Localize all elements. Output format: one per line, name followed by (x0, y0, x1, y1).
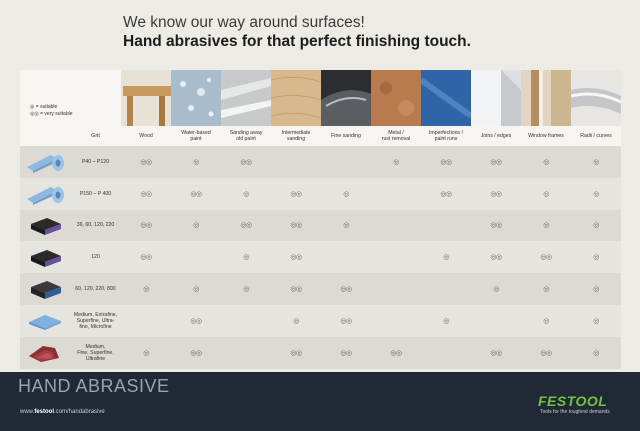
suitability-cell: ◎ (593, 349, 599, 357)
suitability-cell (421, 273, 471, 305)
column-header: Fine sanding (331, 133, 361, 139)
suitability-cell: ◎ (593, 222, 599, 230)
column-header: Metal / rust removal (381, 130, 411, 142)
column-header: Radii / curves (580, 133, 612, 139)
suitability-cell: ◎ (443, 317, 449, 325)
suitability-cell: ◎ (543, 190, 549, 198)
suitability-cell: ◎◎ (290, 254, 302, 262)
window-frame-photo (521, 70, 571, 126)
suitability-cell: ◎◎ (140, 222, 152, 230)
suitability-cell: ◎ (543, 222, 549, 230)
legend-suitable: ◎ = suitable (30, 104, 58, 110)
water-drops-photo (171, 70, 221, 126)
rust-metal-photo (371, 70, 421, 126)
suitability-cell: ◎ (243, 286, 249, 294)
column-header: Sanding away old paint (229, 130, 263, 142)
suitability-cell: ◎◎ (290, 286, 302, 294)
table-row (20, 178, 621, 210)
suitability-cell: ◎ (243, 254, 249, 262)
suitability-cell (321, 146, 371, 178)
legend (30, 104, 73, 118)
suitability-cell: ◎◎ (340, 349, 352, 357)
grit-value: Medium, Fine, Superfine, Ultrafine (77, 343, 114, 362)
suitability-cell (171, 241, 221, 273)
suitability-cell: ◎ (193, 286, 199, 294)
suitability-cell: ◎ (493, 286, 499, 294)
suitability-cell: ◎◎ (490, 190, 502, 198)
suitability-cell: ◎ (543, 317, 549, 325)
product-image (20, 305, 70, 337)
legend-very-suitable: ◎◎ = very suitable (30, 111, 73, 117)
table-row (20, 273, 621, 305)
suitability-cell: ◎ (343, 190, 349, 198)
suitability-cell: ◎◎ (340, 317, 352, 325)
column-header: Imperfections / paint runs (428, 130, 464, 142)
column-header: Intermediate sanding (281, 130, 311, 142)
product-image (20, 273, 70, 305)
suitability-cell: ◎ (593, 286, 599, 294)
table-row (20, 146, 621, 178)
suitability-cell: ◎◎ (440, 158, 452, 166)
suitability-cell: ◎ (543, 158, 549, 166)
suitability-cell: ◎ (343, 222, 349, 230)
suitability-cell: ◎ (593, 254, 599, 262)
grit-value: 60, 120, 220, 800 (75, 286, 116, 293)
suitability-cell: ◎◎ (240, 222, 252, 230)
footer-title: HAND ABRASIVE (18, 376, 170, 396)
suitability-table (20, 146, 621, 369)
product-image (20, 146, 70, 178)
suitability-cell (271, 146, 321, 178)
suitability-cell: ◎◎ (440, 190, 452, 198)
headline: We know our way around surfaces! (123, 14, 365, 31)
suitability-cell: ◎◎ (290, 349, 302, 357)
suitability-cell: ◎◎ (490, 254, 502, 262)
suitability-cell (371, 241, 421, 273)
suitability-cell: ◎ (593, 317, 599, 325)
suitability-cell: ◎ (293, 317, 299, 325)
suitability-cell (221, 337, 271, 369)
suitability-cell: ◎◎ (140, 190, 152, 198)
suitability-cell: ◎◎ (490, 349, 502, 357)
suitability-cell: ◎◎ (140, 254, 152, 262)
suitability-cell: ◎ (593, 158, 599, 166)
suitability-cell: ◎ (243, 190, 249, 198)
grit-value: 120 (91, 254, 100, 261)
suitability-cell: ◎◎ (390, 349, 402, 357)
grit-value: P40 – P120 (81, 158, 110, 165)
subheadline: Hand abrasives for that perfect finishing touch. (123, 33, 471, 50)
column-header: Joins / edges (480, 133, 512, 139)
suitability-cell (371, 273, 421, 305)
suitability-cell: ◎◎ (290, 190, 302, 198)
product-image (20, 241, 70, 273)
footer-url[interactable]: www.festool.com/handabrasive (20, 409, 105, 415)
surface-photos (121, 70, 621, 126)
column-header: Wood (139, 133, 153, 139)
grit-value: 36, 60, 120, 220 (76, 222, 115, 229)
suitability-cell (471, 305, 521, 337)
suitability-cell (321, 241, 371, 273)
suitability-cell: ◎ (593, 190, 599, 198)
suitability-cell: ◎ (393, 158, 399, 166)
car-paint-photo (321, 70, 371, 126)
product-image (20, 337, 70, 369)
suitability-cell: ◎ (193, 158, 199, 166)
suitability-cell: ◎ (143, 349, 149, 357)
blue-paint-photo (421, 70, 471, 126)
suitability-cell: ◎ (543, 286, 549, 294)
wood-table-photo (121, 70, 171, 126)
suitability-cell: ◎◎ (290, 222, 302, 230)
suitability-cell: ◎◎ (340, 286, 352, 294)
table-row (20, 241, 621, 273)
suitability-cell: ◎◎ (190, 190, 202, 198)
suitability-cell: ◎◎ (240, 158, 252, 166)
column-header: Window frames (528, 133, 564, 139)
edge-joint-photo (471, 70, 521, 126)
suitability-cell: ◎◎ (540, 349, 552, 357)
footer-tagline: Tools for the toughest demands (540, 409, 610, 415)
suitability-cell (421, 210, 471, 242)
suitability-cell (421, 337, 471, 369)
suitability-cell: ◎ (193, 222, 199, 230)
festool-logo: FESTOOL (538, 393, 608, 409)
suitability-cell (371, 305, 421, 337)
grit-value: P150 – P 400 (79, 190, 112, 197)
table-row (20, 305, 621, 337)
suitability-cell: ◎◎ (190, 349, 202, 357)
suitability-cell: ◎ (143, 286, 149, 294)
peeling-paint-photo (221, 70, 271, 126)
table-row (20, 210, 621, 242)
column-header: Water-based paint (181, 130, 211, 142)
grit-value: Medium, Extrafine, Superfine, Ultra- fine, Microfine (73, 311, 118, 330)
column-headers (121, 126, 621, 146)
header (123, 13, 471, 51)
suitability-cell: ◎◎ (490, 158, 502, 166)
product-image (20, 178, 70, 210)
suitability-cell: ◎◎ (490, 222, 502, 230)
grit-header: Grit (70, 126, 121, 146)
suitability-cell: ◎◎ (190, 317, 202, 325)
suitability-cell: ◎◎ (140, 158, 152, 166)
suitability-cell (221, 305, 271, 337)
suitability-cell: ◎◎ (540, 254, 552, 262)
suitability-cell: ◎ (443, 254, 449, 262)
suitability-cell (121, 305, 171, 337)
table-row (20, 337, 621, 369)
suitability-cell (371, 210, 421, 242)
suitability-cell (371, 178, 421, 210)
wood-grain-photo (271, 70, 321, 126)
product-image (20, 210, 70, 242)
curved-molding-photo (571, 70, 621, 126)
